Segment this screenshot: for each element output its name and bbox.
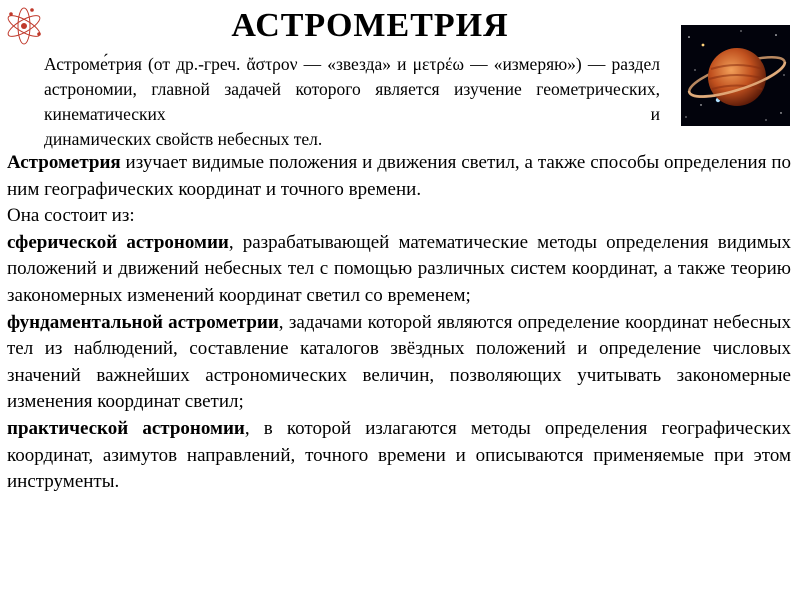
practical-astronomy-text: , в которой излагаются методы определения географических координат, азимутов направлений, точного времени и описываются применяемые при этом инструменты. <box>7 417 792 493</box>
intro-last-line <box>44 127 660 152</box>
main-text <box>7 150 791 496</box>
fundamental-astrometry-text: , задачами которой являются определение координат небесных тел из наблюдений, составление каталогов звёздных положений и определение числовых значений важнейших астрономических величин, позволяющих учитывать закономерные изменения координат светил; <box>7 311 792 413</box>
term-astrometry: Астрометрия <box>7 152 121 173</box>
definition-text: изучает видимые положения и движения светил, а также способы определения по ним географических координат и точного времени. <box>7 152 791 200</box>
saturn-planet-image <box>681 25 790 126</box>
paragraph-fundamental-astrometry <box>7 310 791 416</box>
term-fundamental-astrometry: фундаментальной астрометрии <box>7 311 279 333</box>
consists-of-text: Она состоит из: <box>7 205 135 227</box>
paragraph-spherical-astronomy <box>7 230 791 310</box>
spherical-astronomy-text: , разрабатывающей математические методы определения видимых положений и движений небесных тел с помощью различных систем координат, а также теорию закономерных изменений координат светил со временем; <box>7 231 791 306</box>
term-practical-astronomy: практической астрономии <box>7 417 245 439</box>
intro-paragraph <box>44 52 660 127</box>
term-spherical-astronomy: сферической астрономии <box>7 231 229 253</box>
paragraph-consists-of <box>7 203 791 230</box>
paragraph-practical-astronomy <box>7 416 791 496</box>
intro-last-line-text: динамических свойств небесных тел. <box>44 129 323 149</box>
intro-text: Астроме́трия (от др.-греч. ἄστρον — «звезда» и μετρέω — «измеряю») — раздел астрономии, главной задачей которого является изучение геометрических, кинематических и <box>44 54 660 124</box>
page-title: АСТРОМЕТРИЯ <box>231 7 509 44</box>
paragraph-definition <box>7 150 791 203</box>
